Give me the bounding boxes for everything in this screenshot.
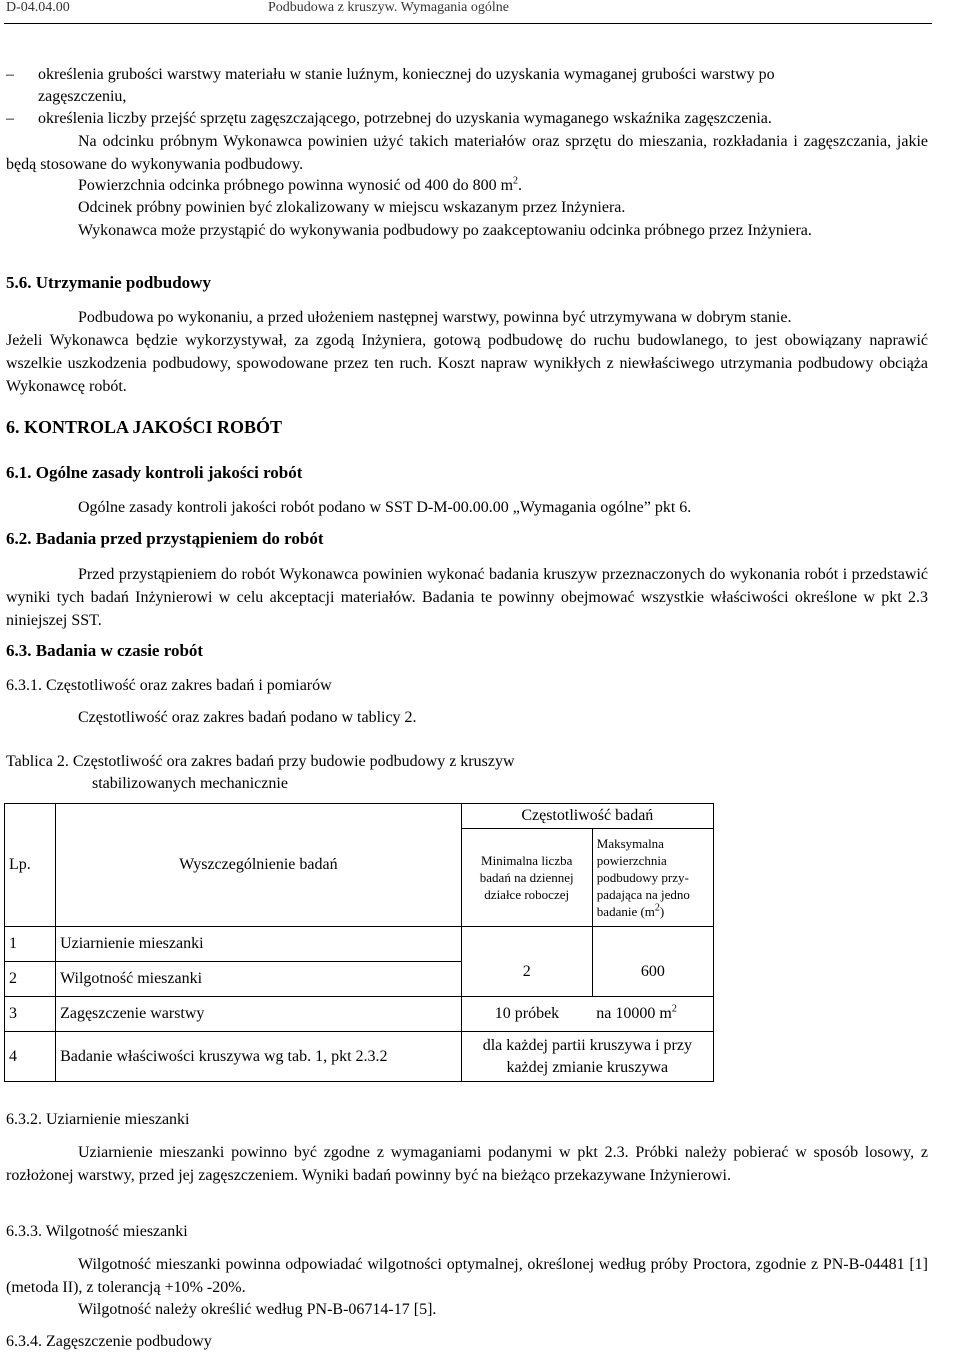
th-name: Wyszczególnienie badań — [56, 804, 462, 927]
paragraph-grading: Uziarnienie mieszanki powinno być zgodne z wymaganiami podanymi w pkt 2.3. Próbki należy pobierać w sposób losowy, z rozłożonej warstwy, przed jej zagęszczeniem. Wyniki badań powinny być na bieżąco przekazywane Inżynierowi. — [6, 1144, 928, 1184]
row-1-name: Uziarnienie mieszanki — [56, 927, 462, 962]
bullet-1-line-1: określenia grubości warstwy materiału w stanie luźnym, koniecznej do uzyskania wymaganej grubości warstwy po — [38, 66, 775, 83]
tests-frequency-table — [4, 803, 714, 1082]
row-1-lp: 1 — [5, 927, 56, 962]
paragraph-pre-work-tests: Przed przystąpieniem do robót Wykonawca powinien wykonać badania kruszyw przeznaczonych do wykonania robót i przedstawić wyniki tych badań Inżynierowi w celu akceptacji materiałów. Badania te powinny obejmować wszystkie właściwości określone w pkt 2.3 niniejszej SST. — [6, 566, 928, 629]
paragraph-construction-traffic: Jeżeli Wykonawca będzie wykorzystywał, za zgodą Inżyniera, gotową podbudowę do ruchu budowlanego, to jest obowiązany naprawić wszelkie uszkodzenia podbudowy, spowodowane przez ten ruch. Koszt napraw wynikłych z niewłaściwego utrzymania podbudowy obciąża Wykonawcę robót. — [6, 332, 928, 395]
section-6-3-1-heading: 6.3.1. Częstotliwość oraz zakres badań i pomiarów — [6, 677, 332, 694]
header-title: Podbudowa z kruszyw. Wymagania ogólne — [268, 0, 509, 15]
chapter-6-heading: 6. KONTROLA JAKOŚCI ROBÓT — [6, 417, 283, 437]
row-2-lp: 2 — [5, 962, 56, 997]
section-6-3-3-heading: 6.3.3. Wilgotność mieszanki — [6, 1223, 188, 1240]
header-code: D-04.04.00 — [6, 0, 70, 15]
paragraph-contractor-start: Wykonawca może przystąpić do wykonywania podbudowy po zaakceptowaniu odcinka próbnego przez Inżyniera. — [78, 222, 812, 239]
table-caption-line-2: stabilizowanych mechanicznie — [92, 775, 288, 792]
running-header — [6, 0, 509, 16]
table-caption-line-1: Tablica 2. Częstotliwość ora zakres badań przy budowie podbudowy z kruszyw — [6, 753, 515, 770]
section-5-6-heading: 5.6. Utrzymanie podbudowy — [6, 273, 211, 292]
section-6-3-heading: 6.3. Badania w czasie robót — [6, 641, 204, 660]
dash-bullet-2: – — [6, 110, 14, 127]
row-1-2-max: 600 — [592, 927, 713, 997]
paragraph-maintenance: Podbudowa po wykonaniu, a przed ułożeniem następnej warstwy, powinna być utrzymywana w dobrym stanie. — [78, 309, 792, 326]
row-3-max: na 10000 $m^2$ — [592, 997, 713, 1032]
paragraph-moisture-standard: Wilgotność należy określić według PN-B-06714-17 [5]. — [78, 1301, 437, 1318]
row-4-frequency: dla każdej partii kruszywa i przy każdej zmianie kruszywa — [461, 1032, 713, 1082]
bullet-1-line-2: zagęszczeniu, — [38, 88, 127, 105]
bullet-2: określenia liczby przejść sprzętu zagęszczającego, potrzebnej do uzyskania wymaganego wskaźnika zagęszczenia. — [38, 110, 772, 127]
row-3-lp: 3 — [5, 997, 56, 1032]
th-lp: Lp. — [5, 804, 56, 927]
section-6-3-4-heading: 6.3.4. Zagęszczenie podbudowy — [6, 1333, 212, 1350]
row-4-lp: 4 — [5, 1032, 56, 1082]
th-frequency: Częstotliwość badań — [461, 804, 713, 829]
th-max-area: Maksymalna powierzchnia podbudowy przy-padająca na jedno badanie $(m^2)$ — [592, 829, 713, 927]
header-divider — [4, 23, 932, 24]
paragraph-general-rules: Ogólne zasady kontroli jakości robót podano w SST D-M-00.00.00 „Wymagania ogólne” pkt 6. — [78, 499, 692, 516]
row-2-name: Wilgotność mieszanki — [56, 962, 462, 997]
paragraph-test-section-area: Powierzchnia odcinka próbnego powinna wynosić od 400 do 800 $m^2$. — [78, 175, 523, 194]
paragraph-test-section-materials: Na odcinku próbnym Wykonawca powinien użyć takich materiałów oraz sprzętu do mieszania, rozkładania i zagęszczania, jakie będą stosowane do wykonywania podbudowy. — [6, 133, 928, 173]
paragraph-moisture: Wilgotność mieszanki powinna odpowiadać wilgotności optymalnej, określonej według próby Proctora, zgodnie z PN-B-04481 [1] (metoda II), z tolerancją +10% -20%. — [6, 1256, 928, 1296]
section-6-3-2-heading: 6.3.2. Uziarnienie mieszanki — [6, 1111, 190, 1128]
paragraph-test-section-location: Odcinek próbny powinien być zlokalizowany w miejscu wskazanym przez Inżyniera. — [78, 199, 626, 216]
row-3-min: 10 próbek — [461, 997, 592, 1032]
dash-bullet-1: – — [6, 66, 14, 83]
row-4-name: Badanie właściwości kruszywa wg tab. 1, pkt 2.3.2 — [56, 1032, 462, 1082]
section-6-2-heading: 6.2. Badania przed przystąpieniem do robót — [6, 529, 324, 548]
th-min-tests: Minimalna liczba badań na dziennej działce roboczej — [461, 829, 592, 927]
row-3-name: Zagęszczenie warstwy — [56, 997, 462, 1032]
section-6-1-heading: 6.1. Ogólne zasady kontroli jakości robót — [6, 463, 303, 482]
row-1-2-min: 2 — [461, 927, 592, 997]
paragraph-frequency-ref: Częstotliwość oraz zakres badań podano w tablicy 2. — [78, 709, 417, 726]
